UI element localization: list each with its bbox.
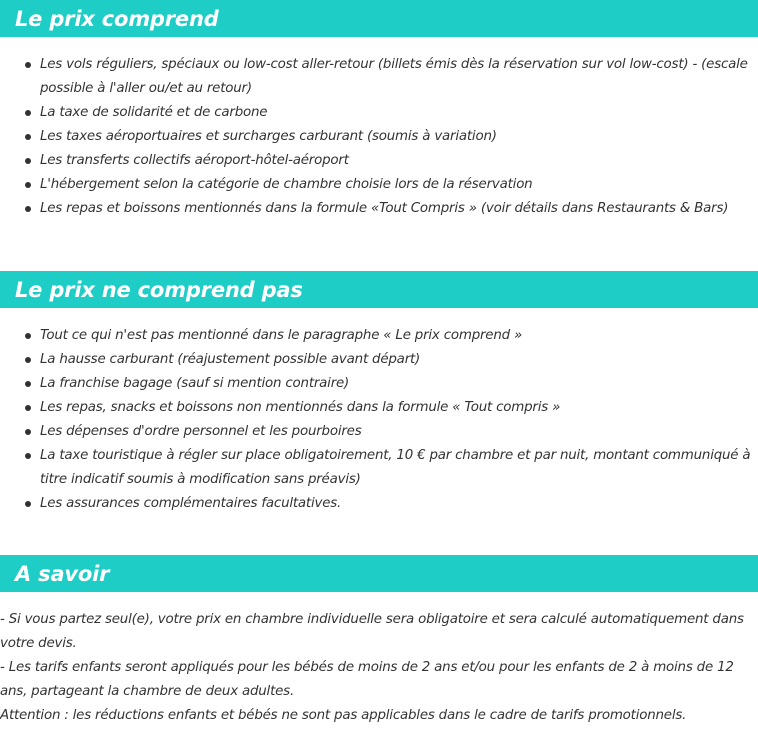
- bullet-icon: [25, 501, 31, 507]
- list-item-text: Les transferts collectifs aéroport-hôtel-aéroport: [40, 153, 349, 168]
- bullet-icon: [25, 405, 31, 411]
- list-item-text: La franchise bagage (sauf si mention contraire): [40, 376, 350, 391]
- list-item-text: La taxe de solidarité et de carbone: [40, 105, 268, 120]
- list-item: [0, 53, 758, 101]
- list-item: [0, 372, 758, 396]
- section-title: A savoir: [15, 561, 110, 586]
- bullet-icon: [25, 357, 31, 363]
- bullet-icon: [25, 182, 31, 188]
- bullet-icon: [25, 110, 31, 116]
- list-item: [0, 396, 758, 420]
- section-prix-comprend: [0, 0, 758, 221]
- bullet-icon: [25, 381, 31, 387]
- bullet-icon: [25, 62, 31, 68]
- info-paragraph: - Si vous partez seul(e), votre prix en chambre individuelle sera obligatoire et sera calculé automatiquement dans votre devis.: [0, 612, 744, 651]
- section-header: [0, 555, 758, 592]
- spacer: [0, 221, 758, 271]
- list-item: [0, 420, 758, 444]
- list-item: [0, 173, 758, 197]
- list-item: [0, 125, 758, 149]
- list-item: [0, 149, 758, 173]
- bullet-icon: [25, 429, 31, 435]
- list-item: [0, 348, 758, 372]
- list-item-text: La hausse carburant (réajustement possible avant départ): [40, 352, 421, 367]
- list-item: [0, 492, 758, 516]
- spacer: [0, 516, 758, 555]
- bullet-icon: [25, 333, 31, 339]
- list-item-text: Les repas et boissons mentionnés dans la formule «Tout Compris » (voir détails dans Restaurants & Bars): [40, 201, 729, 216]
- list-item-text: La taxe touristique à régler sur place obligatoirement, 10 € par chambre et par nuit, montant communiqué à titre indicatif soumis à modification sans préavis): [40, 448, 751, 487]
- section-prix-ne-comprend-pas: [0, 271, 758, 516]
- included-list: [0, 53, 758, 221]
- section-title: Le prix ne comprend pas: [15, 277, 303, 302]
- list-item-text: Tout ce qui n'est pas mentionné dans le paragraphe « Le prix comprend »: [40, 328, 523, 343]
- bullet-icon: [25, 134, 31, 140]
- section-title: Le prix comprend: [15, 6, 219, 31]
- list-item-text: Les dépenses d'ordre personnel et les pourboires: [40, 424, 362, 439]
- info-paragraph: - Les tarifs enfants seront appliqués pour les bébés de moins de 2 ans et/ou pour les enfants de 2 à moins de 12 ans, partageant la chambre de deux adultes.: [0, 660, 734, 699]
- list-item-text: Les assurances complémentaires facultatives.: [40, 496, 342, 511]
- info-paragraph: Attention : les réductions enfants et bébés ne sont pas applicables dans le cadre de tarifs promotionnels.: [0, 708, 687, 723]
- list-item-text: L'hébergement selon la catégorie de chambre choisie lors de la réservation: [40, 177, 533, 192]
- info-text: [0, 608, 758, 728]
- bullet-icon: [25, 158, 31, 164]
- list-item: [0, 324, 758, 348]
- section-header: [0, 0, 758, 37]
- list-item-text: Les taxes aéroportuaires et surcharges carburant (soumis à variation): [40, 129, 497, 144]
- section-a-savoir: [0, 555, 758, 728]
- bullet-icon: [25, 206, 31, 212]
- list-item: [0, 444, 758, 492]
- list-item: [0, 101, 758, 125]
- list-item-text: Les vols réguliers, spéciaux ou low-cost aller-retour (billets émis dès la réservation sur vol low-cost) - (escale possible à l'aller ou/et au retour): [40, 57, 748, 96]
- bullet-icon: [25, 453, 31, 459]
- list-item: [0, 197, 758, 221]
- excluded-list: [0, 324, 758, 516]
- list-item-text: Les repas, snacks et boissons non mentionnés dans la formule « Tout compris »: [40, 400, 561, 415]
- section-header: [0, 271, 758, 308]
